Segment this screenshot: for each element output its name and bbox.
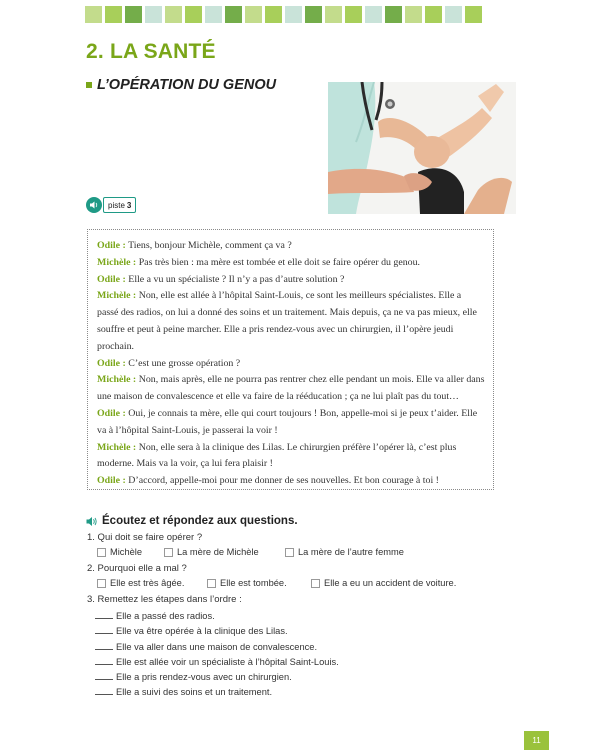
step-text: Elle a passé des radios.	[116, 611, 215, 621]
question-2-options	[97, 578, 456, 588]
doctor-knee-photo	[328, 82, 516, 214]
answer-option[interactable]	[164, 547, 285, 557]
audio-track-text: piste	[108, 200, 125, 210]
step-text: Elle est allée voir un spécialiste à l’hôpital Saint-Louis.	[116, 657, 339, 667]
answer-option[interactable]	[311, 578, 456, 588]
decor-square	[225, 6, 242, 23]
answer-option[interactable]	[207, 578, 311, 588]
question-3: 3. Remettez les étapes dans l’ordre :	[87, 594, 242, 605]
speaker-name: Michèle :	[97, 290, 137, 302]
step-text: Elle a suivi des soins et un traitement.	[116, 687, 273, 697]
decor-square	[145, 6, 162, 23]
order-step	[95, 641, 317, 652]
dialogue-line	[97, 356, 485, 373]
checkbox[interactable]	[311, 579, 320, 588]
dialogue-line	[97, 372, 485, 406]
dialogue-text: Tiens, bonjour Michèle, comment ça va ?	[125, 240, 292, 251]
answer-blank[interactable]	[95, 610, 113, 619]
answer-option[interactable]	[97, 578, 207, 588]
bullet-icon	[86, 82, 92, 88]
decor-square	[165, 6, 182, 23]
speaker-name: Michèle :	[97, 256, 137, 268]
checkbox[interactable]	[207, 579, 216, 588]
answer-option[interactable]	[97, 547, 164, 557]
speaker-name: Michèle :	[97, 374, 137, 386]
question-1-options	[97, 547, 404, 557]
decor-square	[265, 6, 282, 23]
order-step	[95, 671, 292, 682]
decor-square	[425, 6, 442, 23]
decor-square	[465, 6, 482, 23]
dialogue-line	[97, 406, 485, 440]
audio-track-badge[interactable]	[86, 197, 136, 213]
checkbox[interactable]	[285, 548, 294, 557]
option-label: Elle est très âgée.	[110, 578, 185, 588]
checkbox[interactable]	[97, 548, 106, 557]
dialogue-text: Non, elle est allée à l’hôpital Saint-Louis, ce sont les meilleurs spécialistes. Elle a passé des radios, on lui a donné des soins et un traitement. Mais depuis, ça ne va pas mieux, elle souffre et peut à peine marcher. Elle a pris rendez-vous avec un chirurgien, il l’opère jeudi prochain.	[97, 290, 477, 352]
order-step	[95, 625, 288, 636]
dialogue-line	[97, 255, 485, 272]
dialogue-line	[97, 288, 485, 355]
order-step	[95, 610, 215, 621]
dialogue-line	[97, 440, 485, 474]
checkbox[interactable]	[164, 548, 173, 557]
decor-square	[325, 6, 342, 23]
decor-square	[105, 6, 122, 23]
answer-blank[interactable]	[95, 656, 113, 665]
decor-square	[85, 6, 102, 23]
answer-option[interactable]	[285, 547, 404, 557]
decor-square	[305, 6, 322, 23]
section-subtitle-text: L’OPÉRATION DU GENOU	[97, 77, 277, 93]
question-2: 2. Pourquoi elle a mal ?	[87, 563, 187, 574]
answer-blank[interactable]	[95, 686, 113, 695]
option-label: La mère de l’autre femme	[298, 547, 404, 557]
speaker-icon	[86, 197, 102, 213]
dialogue-text: Non, elle sera à la clinique des Lilas. Le chirurgien préfère l’opérer là, c’est plus moderne. Mais va la voir, ça lui fera plaisir !	[97, 441, 457, 470]
audio-track-number: 3	[126, 200, 132, 210]
speaker-name: Odile :	[97, 273, 126, 285]
decor-square	[285, 6, 302, 23]
page-title: 2. LA SANTÉ	[86, 40, 216, 63]
dialogue-line	[97, 238, 485, 255]
decor-square	[205, 6, 222, 23]
option-label: La mère de Michèle	[177, 547, 259, 557]
speaker-name: Odile :	[97, 357, 126, 369]
dialogue-text: Oui, je connais ta mère, elle qui court toujours ! Bon, appelle-moi si je peux t’aider. Elle va à l’hôpital Saint-Louis, je passerai la voir !	[97, 407, 478, 436]
option-label: Michèle	[110, 547, 143, 557]
speaker-name: Odile :	[97, 407, 126, 419]
step-text: Elle va être opérée à la clinique des Lilas.	[116, 626, 288, 636]
page-number: 11	[524, 731, 549, 750]
checkbox[interactable]	[97, 579, 106, 588]
order-step	[95, 686, 272, 697]
decor-square	[345, 6, 362, 23]
option-label: Elle a eu un accident de voiture.	[324, 578, 457, 588]
decor-square	[365, 6, 382, 23]
exercise-heading-text: Écoutez et répondez aux questions.	[102, 515, 298, 527]
dialogue-text: C’est une grosse opération ?	[125, 357, 241, 369]
answer-blank[interactable]	[95, 671, 113, 680]
dialogue-line	[97, 272, 485, 289]
order-step	[95, 656, 339, 667]
audio-speaker-icon	[86, 516, 98, 527]
step-text: Elle a pris rendez-vous avec un chirurgien.	[116, 672, 292, 682]
decor-square	[385, 6, 402, 23]
decor-square	[185, 6, 202, 23]
dialogue-text: Non, mais après, elle ne pourra pas rentrer chez elle pendant un mois. Elle va aller dans une maison de convalescence et elle va faire de la rééducation ; ça ne lui plaît pas du tout…	[97, 374, 485, 403]
question-1: 1. Qui doit se faire opérer ?	[87, 532, 203, 543]
speaker-name: Odile :	[97, 240, 126, 251]
decor-square	[125, 6, 142, 23]
option-label: Elle est tombée.	[220, 578, 287, 588]
dialogue-line	[97, 473, 485, 490]
decorative-squares	[85, 6, 482, 23]
exercise-heading	[86, 515, 298, 527]
section-subtitle	[86, 77, 276, 93]
speaker-name: Odile :	[97, 475, 126, 487]
dialogue-text: D’accord, appelle-moi pour me donner de ses nouvelles. Et bon courage à toi !	[125, 475, 439, 487]
decor-square	[245, 6, 262, 23]
dialogue-box	[87, 229, 494, 490]
decor-square	[445, 6, 462, 23]
answer-blank[interactable]	[95, 625, 113, 634]
step-text: Elle va aller dans une maison de convalescence.	[116, 642, 318, 652]
decor-square	[405, 6, 422, 23]
dialogue-text: Elle a vu un spécialiste ? Il n’y a pas d’autre solution ?	[125, 273, 345, 285]
answer-blank[interactable]	[95, 641, 113, 650]
dialogue-text: Pas très bien : ma mère est tombée et elle doit se faire opérer du genou.	[136, 256, 421, 268]
speaker-name: Michèle :	[97, 441, 137, 453]
audio-track-label	[103, 197, 136, 213]
